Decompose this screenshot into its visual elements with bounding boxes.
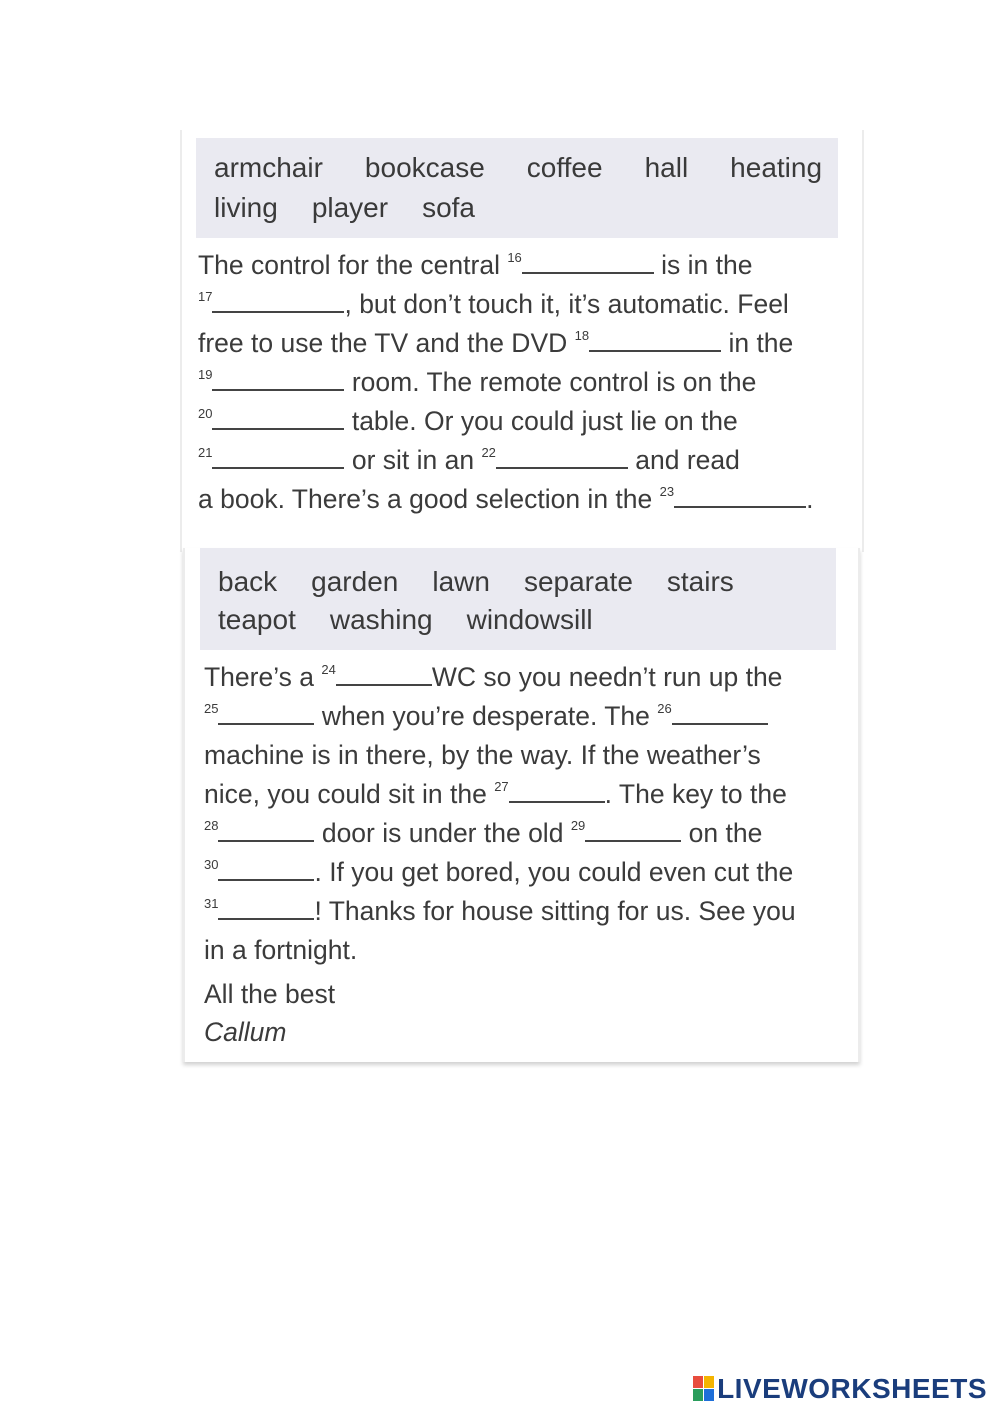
blank-number: 21	[198, 445, 213, 460]
word-bank-word: garden	[311, 566, 399, 597]
text-segment: is in the	[653, 250, 753, 280]
blank-number: 25	[204, 701, 219, 716]
text-segment: table. Or you could just lie on the	[344, 406, 738, 436]
passage-line	[204, 853, 796, 892]
text-segment: or sit in an	[344, 445, 482, 475]
text-segment: on the	[681, 818, 763, 848]
passage-line	[204, 658, 796, 697]
text-segment: .	[806, 484, 814, 514]
answer-blank-16[interactable]	[522, 250, 654, 274]
word-bank-word: player	[311, 192, 389, 223]
blank-number: 29	[570, 818, 586, 833]
answer-blank-17[interactable]	[212, 289, 344, 313]
answer-blank-24[interactable]	[336, 662, 432, 686]
passage-line	[204, 931, 796, 970]
passage-line	[198, 285, 813, 324]
text-segment: machine is in there, by the way. If the weather’s	[204, 740, 761, 770]
answer-blank-29[interactable]	[585, 818, 681, 842]
passage-line	[204, 775, 796, 814]
text-segment: ! Thanks for house sitting for us. See you	[314, 896, 796, 926]
answer-blank-19[interactable]	[212, 367, 344, 391]
liveworksheets-logo	[693, 1372, 987, 1406]
answer-blank-22[interactable]	[496, 445, 628, 469]
word-bank-word: heating	[730, 152, 823, 183]
answer-blank-21[interactable]	[212, 445, 344, 469]
text-segment: when you’re desperate. The	[314, 701, 658, 731]
passage-line	[198, 246, 813, 285]
passage-line	[198, 363, 813, 402]
answer-blank-27[interactable]	[509, 779, 605, 803]
passage-1	[198, 246, 813, 519]
text-segment: The control for the central	[198, 250, 508, 280]
text-segment: , but don’t touch it, it’s automatic. Feel	[344, 289, 789, 319]
word-bank-word: stairs	[666, 566, 734, 597]
blank-number: 16	[507, 250, 522, 265]
text-segment: in a fortnight.	[204, 935, 358, 965]
word-bank-2	[200, 548, 836, 650]
logo-square-yellow	[704, 1376, 714, 1388]
answer-blank-28[interactable]	[218, 818, 314, 842]
answer-blank-18[interactable]	[589, 328, 721, 352]
signoff: All the best	[204, 979, 336, 1009]
word-bank-1	[196, 138, 838, 238]
word-bank-word: separate	[523, 566, 633, 597]
logo-square-green	[693, 1389, 703, 1401]
logo-icon	[693, 1376, 715, 1402]
word-bank-word: bookcase	[364, 152, 485, 183]
blank-number: 22	[481, 445, 496, 460]
word-bank-word: windowsill	[466, 604, 593, 635]
answer-blank-25[interactable]	[218, 701, 314, 725]
text-segment: a book. There’s a good selection in the	[198, 484, 660, 514]
word-bank-word: teapot	[218, 604, 296, 635]
answer-blank-23[interactable]	[674, 484, 806, 508]
blank-number: 20	[198, 406, 213, 421]
logo-square-blue	[704, 1389, 714, 1401]
blank-number: 18	[574, 328, 590, 343]
text-segment: WC so you needn’t run up the	[431, 662, 783, 692]
blank-number: 19	[198, 367, 213, 382]
text-segment: . If you get bored, you could even cut the	[314, 857, 794, 887]
word-bank-word: living	[214, 192, 278, 223]
text-segment: in the	[721, 328, 794, 358]
blank-number: 17	[198, 289, 213, 304]
passage-line	[198, 324, 813, 363]
passage-2	[204, 658, 796, 970]
passage-line	[198, 441, 813, 480]
blank-number: 27	[494, 779, 509, 794]
logo-square-red	[693, 1376, 703, 1388]
word-bank-word: hall	[644, 152, 689, 183]
signature: Callum	[204, 1017, 287, 1047]
exercise-card-1	[180, 130, 864, 552]
word-bank-1-line-2	[214, 188, 820, 228]
passage-line	[204, 814, 796, 853]
blank-number: 31	[204, 896, 219, 911]
passage-line	[204, 736, 796, 775]
text-segment: and read	[627, 445, 740, 475]
word-bank-word: coffee	[526, 152, 603, 183]
blank-number: 28	[204, 818, 219, 833]
text-segment: room. The remote control is on the	[344, 367, 757, 397]
answer-blank-20[interactable]	[212, 406, 344, 430]
text-segment: door is under the old	[314, 818, 571, 848]
word-bank-word: washing	[329, 604, 433, 635]
word-bank-2-line-2	[218, 602, 818, 638]
answer-blank-30[interactable]	[218, 857, 314, 881]
answer-blank-26[interactable]	[672, 701, 768, 725]
passage-line	[198, 480, 813, 519]
text-segment: nice, you could sit in the	[204, 779, 495, 809]
text-segment: There’s a	[204, 662, 322, 692]
answer-blank-31[interactable]	[218, 896, 314, 920]
passage-line	[198, 402, 813, 441]
word-bank-word: armchair	[214, 152, 323, 183]
word-bank-word: lawn	[432, 566, 490, 597]
word-bank-word: back	[218, 566, 278, 597]
word-bank-2-line-1	[218, 562, 818, 602]
passage-line	[204, 697, 796, 736]
word-bank-1-line-1	[214, 148, 823, 188]
blank-number: 26	[657, 701, 672, 716]
word-bank-word: sofa	[422, 192, 476, 223]
blank-number: 30	[204, 857, 219, 872]
blank-number: 24	[321, 662, 336, 677]
text-segment: free to use the TV and the DVD	[198, 328, 575, 358]
logo-text: LIVEWORKSHEETS	[717, 1373, 987, 1404]
text-segment: . The key to the	[604, 779, 787, 809]
blank-number: 23	[659, 484, 675, 499]
passage-line	[204, 892, 796, 931]
exercise-card-2	[183, 548, 860, 1062]
